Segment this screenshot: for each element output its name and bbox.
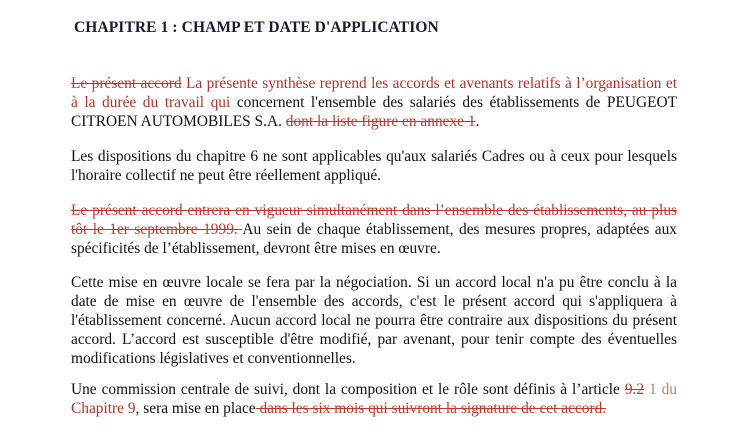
body-text: Les dispositions du chapitre 6 ne sont applicables qu'aux salariés Cadres ou à ceux pour lesquels l'horaire collectif ne peut être réellement appliqué. bbox=[71, 148, 677, 184]
body-text: Cette mise en œuvre locale se fera par la négociation. Si un accord local n'a pu être conclu à la date de mise en œuvre de l'ensemble des accords, c'est le présent accord qui s'appliquera à l'établissement concerné. Aucun accord local ne pourra être contraire aux dispositions du présent accord. L’accord est susceptible d'être modifié, par avenant, pour tenir compte des éventuelles modifications législatives et conventionnelles. bbox=[71, 274, 677, 367]
inserted-chapter: Chapitre 9 bbox=[71, 400, 136, 417]
body-text: , sera mise en place bbox=[135, 400, 256, 417]
deleted-text: Le présent accord bbox=[71, 75, 182, 92]
inserted-reference: 1 du bbox=[644, 381, 677, 398]
body-text: Au sein de chaque établissement, des mesures propres, adaptées aux spécificités de l’établissement, devront être mises en œuvre. bbox=[71, 221, 678, 257]
body-text: concernent l'ensemble des salariés des établissements de PEUGEOT CITROEN AUTOMOBILES S.A. bbox=[71, 94, 677, 130]
paragraph-cadres bbox=[71, 147, 677, 185]
paragraph-commission bbox=[71, 380, 677, 418]
deleted-text: Le présent accord entrera en vigueur simultanément dans l’ensemble des établissements, au plus tôt le 1er septembre 1999. bbox=[71, 202, 677, 238]
deleted-text: dont la liste figure en annexe 1 bbox=[285, 113, 476, 130]
chapter-heading: CHAPITRE 1 : CHAMP ET DATE D'APPLICATION bbox=[74, 19, 439, 36]
paragraph-effective-date bbox=[71, 201, 677, 258]
deleted-text: dans les six mois qui suivront la signature de cet accord. bbox=[255, 400, 607, 417]
period: . bbox=[475, 113, 480, 130]
paragraph-scope bbox=[71, 74, 677, 131]
inserted-text: La présente synthèse reprend les accords et avenants relatifs à l’organisation et à la durée du travail qui bbox=[71, 75, 677, 111]
body-text: Une commission centrale de suivi, dont la composition et le rôle sont définis à l’article bbox=[71, 381, 625, 398]
paragraph-local-negotiation bbox=[71, 273, 677, 368]
deleted-reference: 9.2 bbox=[624, 381, 645, 398]
